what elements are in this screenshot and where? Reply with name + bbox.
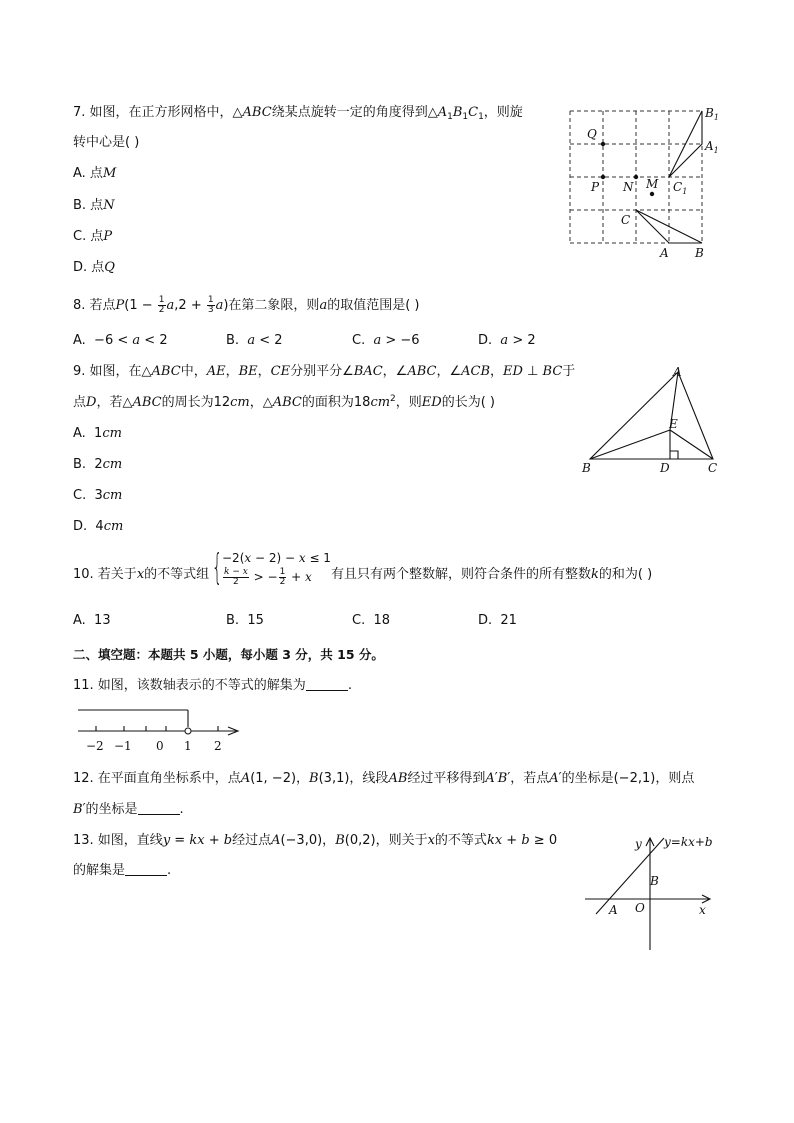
q7-option-a[interactable]: A. 点M: [73, 166, 117, 181]
label-origin: O: [635, 901, 645, 915]
q13-coordinate-figure: [582, 828, 727, 953]
q12-stem-line1: 12. 在平面直角坐标系中，点A(1, −2)，B(3,1)，线段AB经过平移得到A′B′，若点A′的坐标是(−2,1)，则点: [73, 771, 695, 786]
tick-label: −1: [114, 739, 132, 753]
label-c: C: [708, 461, 718, 475]
q7-option-c[interactable]: C. 点P: [73, 229, 113, 244]
q10-brace: {: [212, 547, 223, 588]
q10-option-a[interactable]: A. 13: [73, 613, 111, 628]
label-b1: $B_1$: [705, 106, 719, 122]
label-b: B: [582, 461, 591, 475]
label-n: N: [623, 180, 634, 194]
label-c1: $C_1$: [673, 180, 688, 196]
q11-number-line-figure: [76, 704, 246, 756]
label-b: B: [650, 874, 659, 888]
q10-inequality-1: −2(x − 2) − x ≤ 1: [222, 551, 331, 565]
q12-answer-blank[interactable]: [138, 802, 180, 815]
label-c: C: [621, 213, 631, 227]
q9-option-a[interactable]: A. 1cm: [73, 426, 122, 441]
q10-inequality-2: $\frac{k - x}{2}$ > − $\frac{1}{2}$ + x: [224, 567, 312, 587]
label-a1: $A_1$: [705, 139, 719, 155]
q11-answer-blank[interactable]: [306, 678, 348, 691]
label-b: B: [695, 246, 704, 260]
q8-option-d[interactable]: D. a > 2: [478, 333, 536, 348]
q8-option-a[interactable]: A. −6 < a < 2: [73, 333, 168, 348]
q10-stem-suffix: 有且只有两个整数解，则符合条件的所有整数k的和为( ): [331, 567, 653, 582]
q13-stem-line1: 13. 如图，直线y = kx + b经过点A(−3,0)，B(0,2)，则关于x的不等式kx + b ≥ 0: [73, 833, 558, 848]
label-p: P: [591, 180, 600, 194]
q13-stem-line2: 的解集是 .: [73, 863, 172, 878]
q12-stem-line2: B′的坐标是 .: [73, 802, 184, 817]
label-a: A: [609, 903, 618, 917]
q9-option-d[interactable]: D. 4cm: [73, 519, 124, 534]
q7-stem-line1: 7. 如图，在正方形网格中，△ABC绕某点旋转一定的角度得到$\triangle A_1B_1C_1$，则旋: [73, 105, 523, 122]
label-a: A: [673, 365, 682, 379]
q9-stem-line1: 9. 如图，在△ABC中，AE，BE，CE分别平分∠BAC，∠ABC，∠ACB，ED ⊥ BC于: [73, 364, 576, 379]
q8-stem: 8. 若点P(1 − $\frac{1}{2}$ a,2 + $\frac{1}{3}$ a)在第二象限，则a的取值范围是( ): [73, 295, 420, 315]
tick-label: −2: [86, 739, 104, 753]
q10-option-d[interactable]: D. 21: [478, 613, 517, 628]
label-x-axis: x: [699, 903, 706, 917]
label-m: M: [646, 177, 659, 191]
label-line-equation: y=kx+b: [664, 835, 713, 849]
q9-option-b[interactable]: B. 2cm: [73, 457, 123, 472]
q10-option-b[interactable]: B. 15: [226, 613, 264, 628]
q9-triangle-figure: [578, 364, 728, 479]
label-e: E: [669, 417, 678, 431]
label-y-axis: y: [635, 837, 642, 851]
q8-option-c[interactable]: C. a > −6: [352, 333, 420, 348]
q9-option-c[interactable]: C. 3cm: [73, 488, 123, 503]
q10-option-c[interactable]: C. 18: [352, 613, 391, 628]
tick-label: 2: [214, 739, 222, 753]
q10-stem-prefix: 10. 若关于x的不等式组: [73, 567, 210, 582]
q7-option-d[interactable]: D. 点Q: [73, 260, 115, 275]
label-d: D: [660, 461, 670, 475]
q13-answer-blank[interactable]: [125, 863, 167, 876]
label-q: Q: [587, 127, 597, 141]
tick-label: 0: [156, 739, 164, 753]
q9-stem-line2: 点D，若△ABC的周长为12cm，△ABC的面积为$18cm^2$，则ED的长为( ): [73, 394, 495, 410]
section-heading-fill-in: 二、填空题：本题共 5 小题，每小题 3 分，共 15 分。: [73, 647, 384, 662]
q8-option-b[interactable]: B. a < 2: [226, 333, 283, 348]
q7-grid-figure: [562, 100, 732, 262]
q7-stem-line2: 转中心是( ): [73, 135, 140, 150]
q11-stem: 11. 如图，该数轴表示的不等式的解集为 .: [73, 678, 352, 693]
label-a: A: [660, 246, 669, 260]
q7-option-b[interactable]: B. 点N: [73, 198, 115, 213]
tick-label: 1: [184, 739, 192, 753]
